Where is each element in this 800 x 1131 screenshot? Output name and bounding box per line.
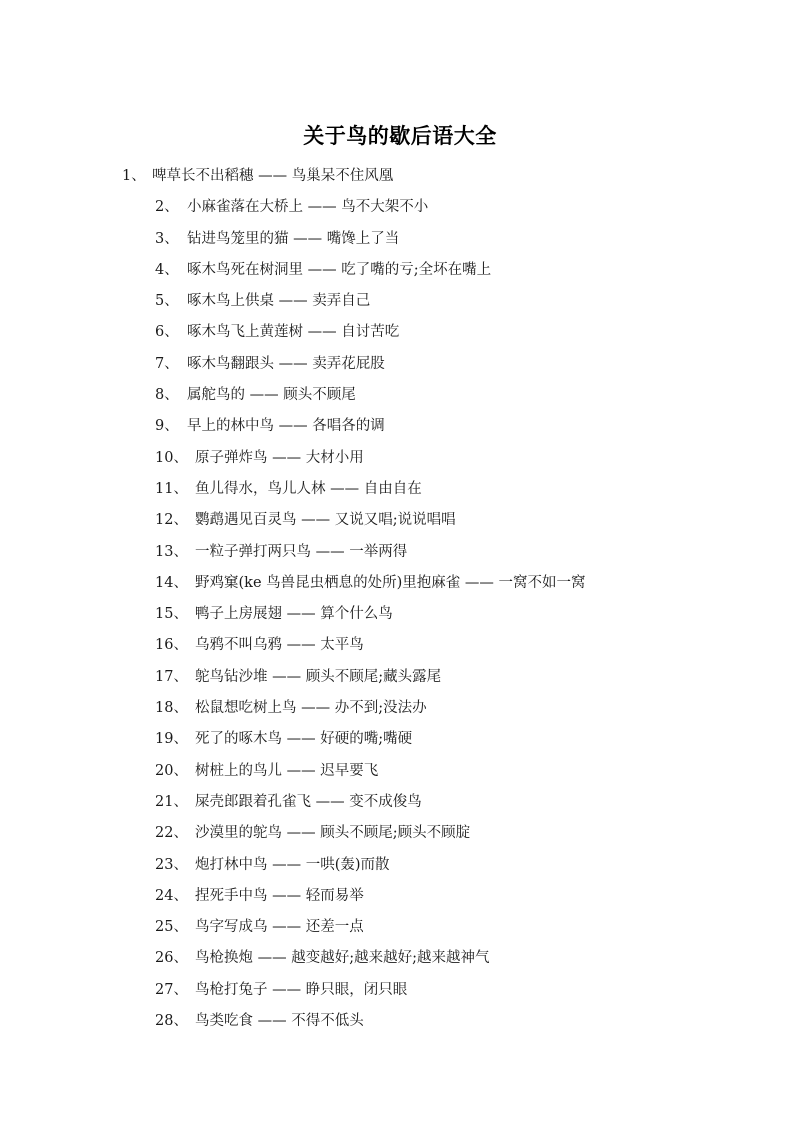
item-text: 野鸡窠(ke 鸟兽昆虫栖息的处所)里抱麻雀 —— 一窝不如一窝	[195, 574, 586, 591]
list-item	[0, 161, 800, 192]
list-item	[0, 317, 800, 348]
item-text: 属舵鸟的 —— 顾头不顾尾	[187, 387, 356, 404]
item-number: 1、	[122, 168, 146, 184]
item-text: 鱼儿得水，鸟儿人林 —— 自由自在	[195, 480, 422, 497]
list-item	[0, 537, 800, 568]
list-item	[0, 411, 800, 442]
item-number: 3、	[155, 230, 179, 247]
item-number: 20、	[155, 762, 188, 779]
item-text: 一粒子弹打两只鸟 —— 一举两得	[195, 543, 408, 560]
item-number: 18、	[155, 700, 188, 717]
item-number: 8、	[155, 387, 179, 404]
item-number: 9、	[155, 418, 179, 435]
item-number: 19、	[155, 731, 188, 748]
list-item	[0, 255, 800, 286]
item-number: 22、	[155, 825, 188, 842]
item-text: 鸵鸟钻沙堆 —— 顾头不顾尾;藏头露尾	[195, 668, 442, 685]
item-text: 鸟类吃食 —— 不得不低头	[195, 1013, 364, 1030]
item-text: 沙漠里的鸵鸟 —— 顾头不顾尾;顾头不顾腚	[195, 825, 471, 842]
list-item	[0, 1006, 800, 1037]
item-number: 23、	[155, 856, 188, 873]
list-item	[0, 787, 800, 818]
item-text: 死了的啄木鸟 —— 好硬的嘴;嘴硬	[195, 731, 413, 748]
item-text: 啄木鸟上供桌 —— 卖弄自己	[187, 293, 371, 310]
list-item	[0, 474, 800, 505]
item-text: 钻进鸟笼里的猫 —— 嘴馋上了当	[187, 230, 400, 247]
list-item	[0, 349, 800, 380]
item-number: 27、	[155, 981, 188, 998]
list-item	[0, 286, 800, 317]
list-item	[0, 724, 800, 755]
item-text: 屎壳郎跟着孔雀飞 —— 变不成俊鸟	[195, 793, 422, 810]
item-number: 21、	[155, 793, 188, 810]
item-number: 10、	[155, 449, 188, 466]
item-number: 5、	[155, 293, 179, 310]
item-text: 啄木鸟死在树洞里 —— 吃了嘴的亏;全坏在嘴上	[187, 261, 492, 278]
list-item	[0, 881, 800, 912]
item-number: 26、	[155, 950, 188, 967]
item-text: 鸟枪打兔子 —— 睁只眼，闭只眼	[195, 981, 408, 998]
list-item	[0, 599, 800, 630]
list-item	[0, 850, 800, 881]
list-item	[0, 943, 800, 974]
item-number: 11、	[155, 480, 188, 497]
item-number: 12、	[155, 512, 188, 529]
item-text: 小麻雀落在大桥上 —— 鸟不大架不小	[187, 199, 429, 216]
item-number: 6、	[155, 324, 179, 341]
list-item	[0, 568, 800, 599]
document-title: 关于鸟的歇后语大全	[303, 124, 497, 148]
item-number: 7、	[155, 355, 179, 372]
item-number: 28、	[155, 1013, 188, 1030]
item-text: 啤草长不出稻穗 —— 鸟巢呆不住风凰	[152, 168, 394, 184]
item-text: 鸟枪换炮 —— 越变越好;越来越好;越来越神气	[195, 950, 490, 967]
item-number: 24、	[155, 887, 188, 904]
item-number: 17、	[155, 668, 188, 685]
list-item	[0, 693, 800, 724]
item-number: 16、	[155, 637, 188, 654]
list-item	[0, 975, 800, 1006]
list-item	[0, 756, 800, 787]
item-number: 4、	[155, 261, 179, 278]
item-text: 鹦鹉遇见百灵鸟 —— 又说又唱;说说唱唱	[195, 512, 456, 529]
list-item	[0, 224, 800, 255]
item-text: 乌鸦不叫乌鸦 —— 太平鸟	[195, 637, 364, 654]
list-item	[0, 912, 800, 943]
item-text: 啄木鸟飞上黄莲树 —— 自讨苦吃	[187, 324, 400, 341]
item-text: 松鼠想吃树上鸟 —— 办不到;没法办	[195, 700, 427, 717]
item-text: 鸟字写成乌 —— 还差一点	[195, 919, 364, 936]
list-item	[0, 630, 800, 661]
list-item	[0, 380, 800, 411]
list-item	[0, 505, 800, 536]
list-item	[0, 818, 800, 849]
item-text: 啄木鸟翻跟头 —— 卖弄花屁股	[187, 355, 385, 372]
item-text: 原子弹炸鸟 —— 大材小用	[195, 449, 364, 466]
item-text: 炮打林中鸟 —— 一哄(轰)而散	[195, 856, 390, 873]
item-number: 13、	[155, 543, 188, 560]
item-number: 14、	[155, 574, 188, 591]
item-text: 捏死手中鸟 —— 轻而易举	[195, 887, 364, 904]
item-number: 25、	[155, 919, 188, 936]
list-item	[0, 192, 800, 223]
proverb-list	[0, 161, 800, 1037]
item-number: 15、	[155, 606, 188, 623]
item-text: 早上的林中鸟 —— 各唱各的调	[187, 418, 385, 435]
item-text: 树桩上的鸟儿 —— 迟早要飞	[195, 762, 379, 779]
list-item	[0, 662, 800, 693]
list-item	[0, 443, 800, 474]
item-text: 鸭子上房展翅 —— 算个什么鸟	[195, 606, 393, 623]
item-number: 2、	[155, 199, 179, 216]
